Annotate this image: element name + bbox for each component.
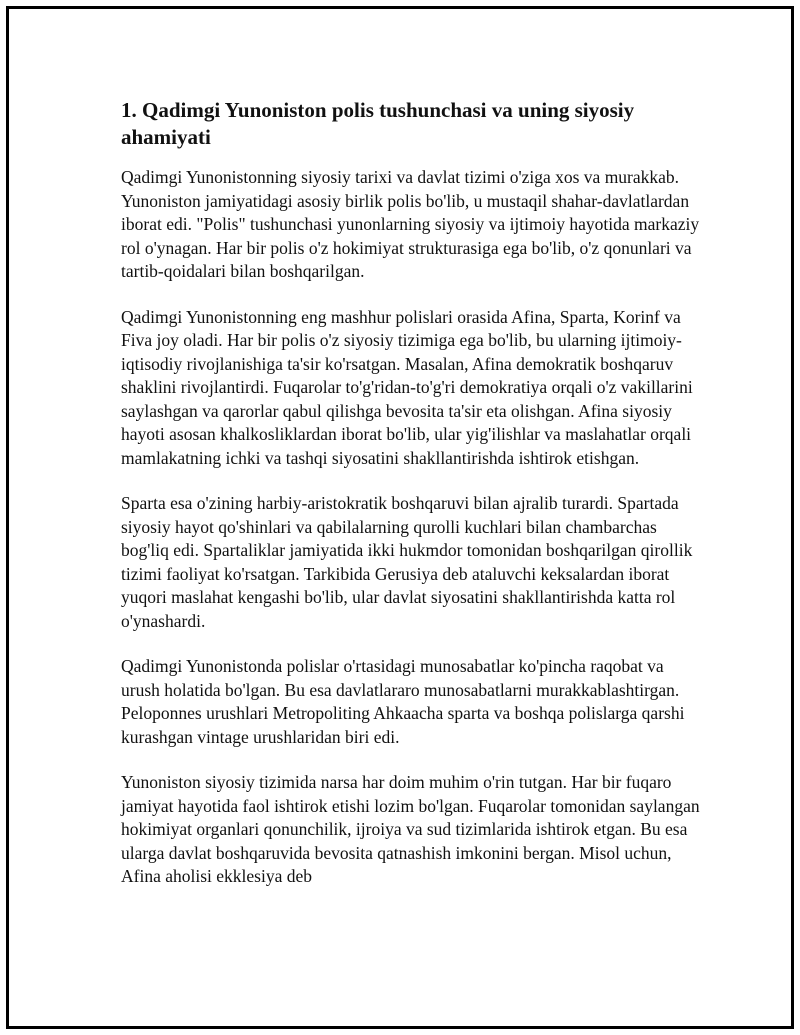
paragraph-5: Yunoniston siyosiy tizimida narsa har doim muhim o'rin tutgan. Har bir fuqaro jamiyat hayotida faol ishtirok etishi lozim bo'lgan. Fuqarolar tomonidan saylangan hokimiyat organlari qonunchilik, ijroiya va sud tizimlarida ishtirok etgan. Bu esa ularga davlat boshqaruvida bevosita qatnashish imkonini bergan. Misol uchun, Afina aholisi ekklesiya deb — [121, 772, 700, 886]
paragraph-3: Sparta esa o'zining harbiy-aristokratik boshqaruvi bilan ajralib turardi. Spartada siyosiy hayot qo'shinlari va qabilalarning qurolli kuchlari bilan chambarchas bog'liq edi. Spartaliklar jamiyatida ikki hukmdor tomonidan boshqarilgan qirollik tizimi faoliyat ko'rsatgan. Tarkibida Gerusiya deb ataluvchi keksalardan iborat yuqori maslahat kengashi bo'lib, ular davlat siyosatini shakllantirishda katta rol o'ynashardi. — [121, 493, 693, 631]
section-heading: 1. Qadimgi Yunoniston polis tushunchasi va uning siyosiy ahamiyati — [121, 98, 635, 149]
paragraph-4: Qadimgi Yunonistonda polislar o'rtasidagi munosabatlar ko'pincha raqobat va urush holatida bo'lgan. Bu esa davlatlararo munosabatlarni murakkablashtirgan. Peloponnes urushlari Metropoliting Ahkaacha sparta va boshqa polislarga qarshi kurashgan vintage urushlaridan biri edi. — [121, 656, 685, 747]
document-body — [121, 97, 706, 911]
paragraph-2: Qadimgi Yunonistonning eng mashhur polislari orasida Afina, Sparta, Korinf va Fiva joy oladi. Har bir polis o'z siyosiy tizimiga ega bo'lib, bu ularning ijtimoiy-iqtisodiy rivojlanishiga ta'sir ko'rsatgan. Masalan, Afina demokratik boshqaruv shaklini rivojlantirdi. Fuqarolar to'g'ridan-to'g'ri demokratiya orqali o'z vakillarini saylashgan va qarorlar qabul qilishga bevosita ta'sir eta olishgan. Afina siyosiy hayoti asosan khalkosliklardan iborat bo'lib, ular yig'ilishlar va maslahatlar orqali mamlakatning ichki va tashqi siyosatini shakllantirishda ishtirok etishgan. — [121, 306, 693, 468]
paragraph-1: Qadimgi Yunonistonning siyosiy tarixi va davlat tizimi o'ziga xos va murakkab. Yunoniston jamiyatidagi asosiy birlik polis bo'lib, u mustaqil shahar-davlatlardan iborat edi. "Polis" tushunchasi yunonlarning siyosiy va ijtimoiy hayotida markaziy rol o'ynagan. Har bir polis o'z hokimiyat strukturasiga ega bo'lib, o'z qonunlari va tartib-qoidalari bilan boshqarilgan. — [121, 167, 700, 281]
document-page — [6, 6, 794, 1029]
